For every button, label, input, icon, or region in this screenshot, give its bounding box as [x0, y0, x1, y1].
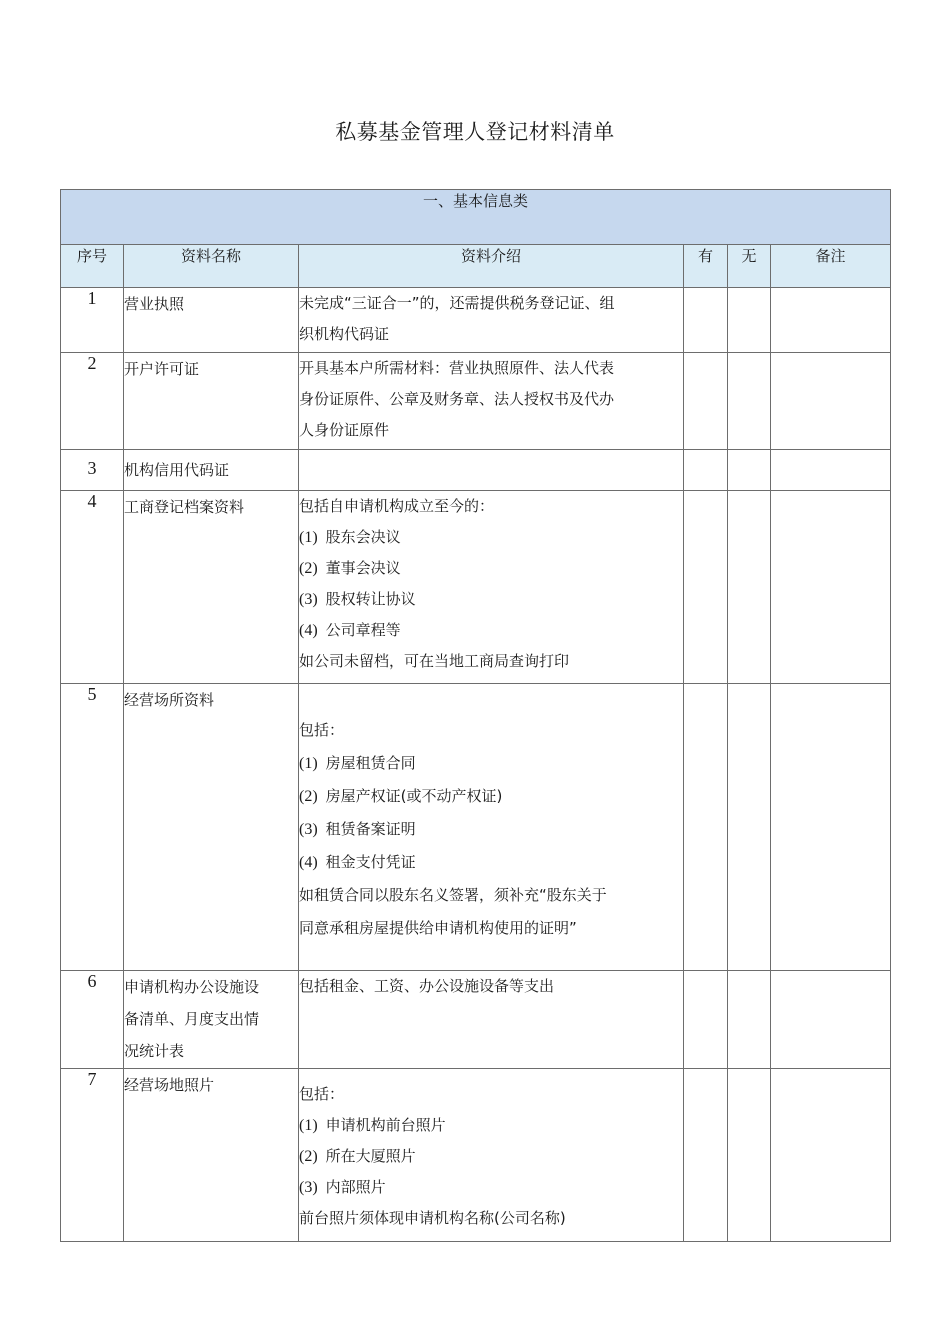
description-list-item: [299, 813, 683, 846]
description-list-item: [299, 846, 683, 879]
material-description: [299, 288, 684, 353]
material-name: [124, 288, 299, 353]
material-description: [299, 491, 684, 684]
table-row: [61, 684, 891, 971]
description-list-item: [299, 584, 683, 615]
have-checkbox-cell[interactable]: [684, 1069, 728, 1242]
column-header-desc: 资料介绍: [299, 245, 684, 288]
list-item-text: 租赁备案证明: [325, 820, 416, 838]
list-item-text: 所在大厦照片: [325, 1147, 416, 1165]
list-item-index: (1): [299, 529, 318, 546]
none-checkbox-cell[interactable]: [728, 684, 771, 971]
description-line: 开具基本户所需材料：营业执照原件、法人代表: [299, 359, 615, 377]
row-number: 7: [61, 1069, 124, 1242]
have-checkbox-cell[interactable]: [684, 684, 728, 971]
description-list-item: [299, 747, 683, 780]
list-item-text: 房屋租赁合同: [325, 754, 416, 772]
material-name: [124, 1069, 299, 1242]
material-name-line: 申请机构办公设施设: [124, 978, 260, 996]
table-row: [61, 491, 891, 684]
material-name-line: 况统计表: [124, 1042, 185, 1060]
none-checkbox-cell[interactable]: [728, 288, 771, 353]
list-item-text: 房屋产权证(或不动产权证): [325, 787, 503, 805]
material-name-line: 备清单、月度支出情: [124, 1010, 260, 1028]
description-note-line: 同意承租房屋提供给申请机构使用的证明”: [299, 919, 577, 937]
row-number: 4: [61, 491, 124, 684]
materials-checklist-table: [60, 189, 891, 1242]
material-name-line: 工商登记档案资料: [124, 498, 245, 516]
description-line: 包括：: [299, 1085, 345, 1103]
material-name-line: 机构信用代码证: [124, 461, 230, 479]
description-line: 未完成“三证合一”的，还需提供税务登记证、组: [299, 294, 615, 312]
remark-cell[interactable]: [771, 491, 891, 684]
list-item-index: (4): [299, 622, 318, 639]
description-line: 包括：: [299, 721, 345, 739]
description-note-line: 如租赁合同以股东名义签署，须补充“股东关于: [299, 886, 607, 904]
have-checkbox-cell[interactable]: [684, 971, 728, 1069]
list-item-text: 股东会决议: [325, 528, 401, 546]
none-checkbox-cell[interactable]: [728, 1069, 771, 1242]
column-header-remark: 备注: [771, 245, 891, 288]
list-item-index: (3): [299, 591, 318, 608]
list-item-text: 申请机构前台照片: [325, 1116, 446, 1134]
column-header-have: 有: [684, 245, 728, 288]
none-checkbox-cell[interactable]: [728, 353, 771, 450]
list-item-text: 董事会决议: [325, 559, 401, 577]
none-checkbox-cell[interactable]: [728, 491, 771, 684]
description-line: 身份证原件、公章及财务章、法人授权书及代办: [299, 390, 615, 408]
description-line: 织机构代码证: [299, 325, 390, 343]
remark-cell[interactable]: [771, 971, 891, 1069]
table-row: [61, 450, 891, 491]
list-item-index: (3): [299, 821, 318, 838]
description-line: 包括租金、工资、办公设施设备等支出: [299, 977, 555, 995]
list-item-index: (1): [299, 755, 318, 772]
material-name: [124, 450, 299, 491]
description-line: 人身份证原件: [299, 421, 390, 439]
material-description: [299, 450, 684, 491]
column-header-none: 无: [728, 245, 771, 288]
page-title: 私募基金管理人登记材料清单: [335, 120, 615, 144]
material-name: [124, 353, 299, 450]
remark-cell[interactable]: [771, 450, 891, 491]
material-name-line: 经营场所资料: [124, 691, 215, 709]
table-body: [61, 288, 891, 1242]
column-header-no: 序号: [61, 245, 124, 288]
remark-cell[interactable]: [771, 353, 891, 450]
description-list-item: [299, 1172, 683, 1203]
description-list-item: [299, 780, 683, 813]
material-name-line: 开户许可证: [124, 360, 200, 378]
none-checkbox-cell[interactable]: [728, 450, 771, 491]
row-number: 2: [61, 353, 124, 450]
column-header-name: 资料名称: [124, 245, 299, 288]
row-number: 5: [61, 684, 124, 971]
description-list-item: [299, 1141, 683, 1172]
list-item-text: 公司章程等: [325, 621, 401, 639]
list-item-text: 内部照片: [325, 1178, 386, 1196]
have-checkbox-cell[interactable]: [684, 353, 728, 450]
remark-cell[interactable]: [771, 1069, 891, 1242]
table-row: [61, 971, 891, 1069]
remark-cell[interactable]: [771, 684, 891, 971]
table-row: [61, 288, 891, 353]
description-line: 包括自申请机构成立至今的：: [299, 497, 495, 515]
list-item-index: (4): [299, 854, 318, 871]
column-header-row: [61, 245, 891, 288]
list-item-index: (2): [299, 788, 318, 805]
material-name: [124, 684, 299, 971]
list-item-index: (2): [299, 1148, 318, 1165]
description-list-item: [299, 553, 683, 584]
material-description: [299, 971, 684, 1069]
none-checkbox-cell[interactable]: [728, 971, 771, 1069]
description-list-item: [299, 522, 683, 553]
have-checkbox-cell[interactable]: [684, 491, 728, 684]
material-name: [124, 491, 299, 684]
description-note-line: 前台照片须体现申请机构名称(公司名称): [299, 1209, 566, 1227]
have-checkbox-cell[interactable]: [684, 288, 728, 353]
section-header-row: [61, 190, 891, 245]
material-name-line: 经营场地照片: [124, 1076, 215, 1094]
list-item-text: 股权转让协议: [325, 590, 416, 608]
table-row: [61, 1069, 891, 1242]
material-description: [299, 684, 684, 971]
description-list-item: [299, 615, 683, 646]
material-name: [124, 971, 299, 1069]
material-description: [299, 353, 684, 450]
list-item-index: (3): [299, 1179, 318, 1196]
list-item-index: (2): [299, 560, 318, 577]
description-list-item: [299, 1110, 683, 1141]
remark-cell[interactable]: [771, 288, 891, 353]
row-number: 1: [61, 288, 124, 353]
row-number: 6: [61, 971, 124, 1069]
table-row: [61, 353, 891, 450]
section-title: 一、基本信息类: [61, 190, 891, 245]
material-description: [299, 1069, 684, 1242]
row-number: 3: [61, 450, 124, 491]
have-checkbox-cell[interactable]: [684, 450, 728, 491]
material-name-line: 营业执照: [124, 295, 185, 313]
list-item-index: (1): [299, 1117, 318, 1134]
description-note-line: 如公司未留档，可在当地工商局查询打印: [299, 652, 570, 670]
list-item-text: 租金支付凭证: [325, 853, 416, 871]
